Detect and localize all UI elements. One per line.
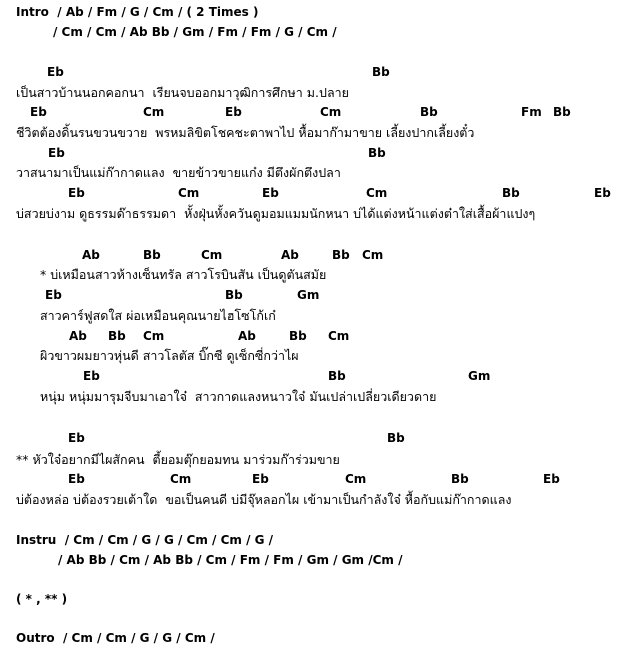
chord: Gm xyxy=(468,369,491,383)
chord: Bb xyxy=(328,369,346,383)
lyric-line: บ่สวยบ่งาม ดูธรรมด๊าธรรมดา หั้งฝุ่นหั้งควันดูมอมแมมนักหนา บ่ได้แต่งหน้าแต่งต๋าใส่เสื้อผ้าแปงๆ xyxy=(16,206,536,221)
lyric-line: * บ่เหมือนสาวห้างเซ็นทรัล สาวโรบินสัน เป็นดูตันสมัย xyxy=(40,267,327,282)
lyric-line: ผิวขาวผมยาวหุ่นดี สาวโลตัส บิ๊กซี ดูเซ็กซี่กว่าไผ xyxy=(40,348,299,363)
chord: Eb xyxy=(68,186,85,200)
intro-line: Intro / Ab / Fm / G / Cm / ( 2 Times ) xyxy=(16,5,259,19)
chord: Bb xyxy=(420,105,438,119)
chord: Eb xyxy=(252,472,269,486)
chord: Cm xyxy=(170,472,192,486)
chord: Bb xyxy=(108,329,126,343)
chord: Fm xyxy=(521,105,542,119)
chord: Eb xyxy=(543,472,560,486)
lyric-line: บ่ต้องหล่อ บ่ต้องรวยเต้าใด ขอเป็นคนดี บ่มีจุ๊หลอกไผ เข้ามาเป็นกำลังใจ๋ หื้อกับแม่ก๊ากาดแลง xyxy=(16,492,512,507)
chord: Ab xyxy=(238,329,256,343)
chord: Eb xyxy=(262,186,279,200)
chord: Bb xyxy=(387,431,405,445)
chord: Bb xyxy=(451,472,469,486)
chord: Cm xyxy=(362,248,384,262)
outro-line: Outro / Cm / Cm / G / G / Cm / xyxy=(16,631,215,645)
chord: Cm xyxy=(143,105,165,119)
lyric-line: ** หัวใจ๋อยากมีไผสักคน ตี้ยอมตุ๊กยอมทน มาร่วมก๊าร่วมขาย xyxy=(16,452,340,467)
chord: Cm xyxy=(328,329,350,343)
intro-line-2: / Cm / Cm / Ab Bb / Gm / Fm / Fm / G / Cm / xyxy=(53,25,337,39)
chord: Eb xyxy=(594,186,611,200)
chord: Eb xyxy=(45,288,62,302)
chord: Eb xyxy=(48,146,65,160)
chord: Bb xyxy=(502,186,520,200)
chord: Ab xyxy=(281,248,299,262)
chord: Bb xyxy=(372,65,390,79)
lyric-line: วาสนามาเป็นแม่ก๊ากาดแลง ขายข้าวขายแก๋ง มีตึงผักตึงปลา xyxy=(16,165,341,180)
lyric-line: ชีวิตต้องดิ้นรนขวนขวาย พรหมลิขิตโชคชะตาพาไป หื้อมาก๊ามาขาย เลี้ยงปากเลี้ยงตั๋ว xyxy=(16,125,475,140)
chord: Bb xyxy=(225,288,243,302)
chord: Eb xyxy=(47,65,64,79)
chord: Cm xyxy=(320,105,342,119)
chord: Ab xyxy=(69,329,87,343)
lyric-line: เป็นสาวบ้านนอกคอกนา เรียนจบออกมาวุฒิการศึกษา ม.ปลาย xyxy=(16,85,349,100)
chord: Bb xyxy=(289,329,307,343)
chord: Cm xyxy=(201,248,223,262)
repeat-marker: ( * , ** ) xyxy=(16,592,68,606)
chord: Eb xyxy=(225,105,242,119)
chord: Cm xyxy=(366,186,388,200)
chord: Gm xyxy=(297,288,320,302)
instru-line: Instru / Cm / Cm / G / G / Cm / Cm / G / xyxy=(16,533,274,547)
chord: Cm xyxy=(178,186,200,200)
chord: Cm xyxy=(143,329,165,343)
chord: Eb xyxy=(68,431,85,445)
chord: Bb xyxy=(368,146,386,160)
chord: Eb xyxy=(68,472,85,486)
chord: Eb xyxy=(30,105,47,119)
chord: Eb xyxy=(83,369,100,383)
chord: Bb xyxy=(143,248,161,262)
chord: Cm xyxy=(345,472,367,486)
lyric-line: หนุ่ม หนุ่มมารุมจีบมาเอาใจ๋ สาวกาดแลงหนาวใจ๋ มันเปล่าเปลี่ยวเดียวดาย xyxy=(40,389,437,404)
instru-line-2: / Ab Bb / Cm / Ab Bb / Cm / Fm / Fm / Gm / Gm /Cm / xyxy=(58,553,403,567)
chord: Bb xyxy=(553,105,571,119)
chord: Ab xyxy=(82,248,100,262)
lyric-line: สาวคาร์ฟูสดใส ผ่อเหมือนคุณนายไฮโซโก้เก๋ xyxy=(40,308,276,323)
chord: Bb xyxy=(332,248,350,262)
